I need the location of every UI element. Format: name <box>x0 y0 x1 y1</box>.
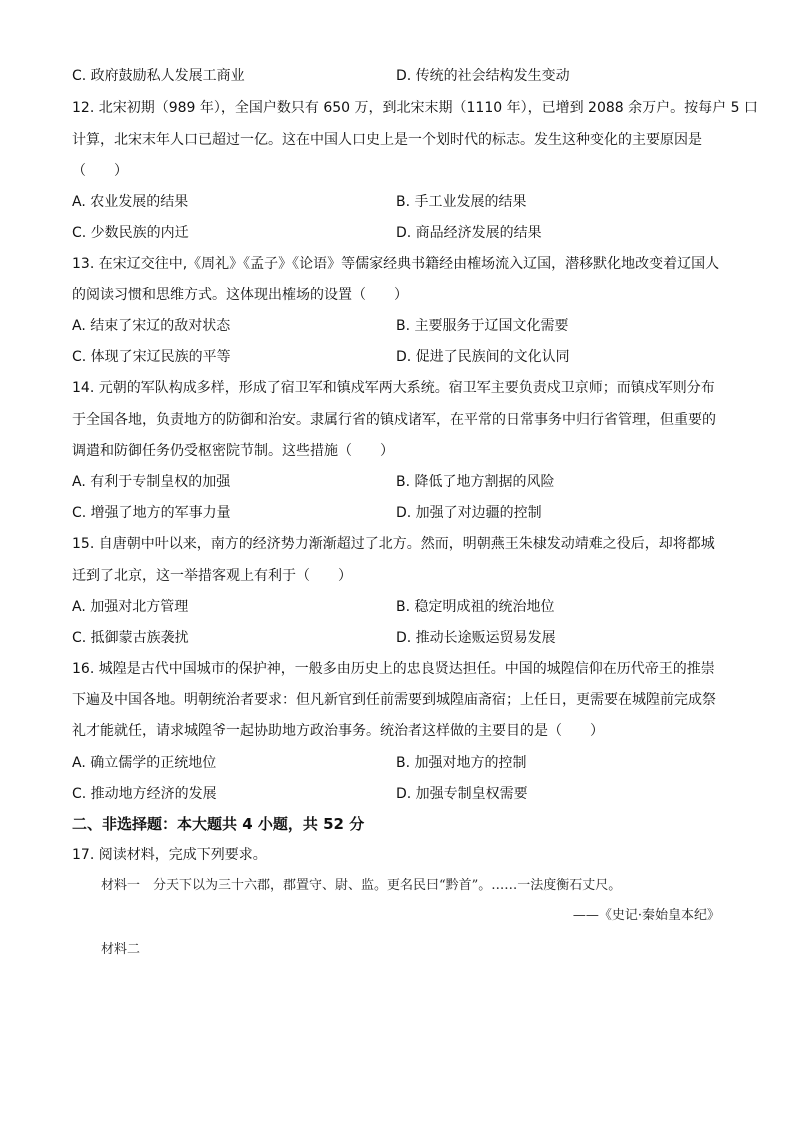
q12-option-d: D. 商品经济发展的结果 <box>396 225 542 241</box>
q14-stem-line2: 于全国各地，负责地方的防御和治安。隶属行省的镇戍诸军，在平常的日常事务中归行省管理，但重要的 <box>72 412 716 428</box>
q15-stem-line1: 15. 自唐朝中叶以来，南方的经济势力渐渐超过了北方。然而，明朝燕王朱棣发动靖难之役后，却将都城 <box>72 536 715 552</box>
q12-option-a: A. 农业发展的结果 <box>72 194 189 210</box>
q14-stem-line1: 14. 元朝的军队构成多样，形成了宿卫军和镇戍军两大系统。宿卫军主要负责戍卫京师；而镇戍军则分布 <box>72 380 715 396</box>
q17-material2-label: 材料二 <box>101 942 141 957</box>
q12-stem-line2: 计算，北宋末年人口已超过一亿。这在中国人口史上是一个划时代的标志。发生这种变化的主要原因是 <box>72 132 702 148</box>
q16-option-a: A. 确立儒学的正统地位 <box>72 755 217 771</box>
q15-stem-line2: 迁到了北京，这一举措客观上有利于（ ） <box>72 568 352 584</box>
q14-option-d: D. 加强了对边疆的控制 <box>396 505 542 521</box>
q12-option-c: C. 少数民族的内迁 <box>72 225 189 241</box>
q12-stem-line1: 12. 北宋初期（989 年），全国户数只有 650 万，到北宋末期（1110 年），已增到 2088 余万户。按每户 5 口 <box>72 100 758 116</box>
q14-stem-line3: 调遣和防御任务仍受枢密院节制。这些措施（ ） <box>72 443 394 459</box>
q11-option-d: D. 传统的社会结构发生变动 <box>396 68 570 84</box>
q13-stem-line1: 13. 在宋辽交往中,《周礼》《孟子》《论语》等儒家经典书籍经由榷场流入辽国，潜移默化地改变着辽国人 <box>72 256 720 272</box>
q14-option-a: A. 有利于专制皇权的加强 <box>72 474 231 490</box>
q13-option-b: B. 主要服务于辽国文化需要 <box>396 318 569 334</box>
q16-option-b: B. 加强对地方的控制 <box>396 755 527 771</box>
q16-option-d: D. 加强专制皇权需要 <box>396 786 528 802</box>
q15-option-c: C. 抵御蒙古族袭扰 <box>72 630 189 646</box>
q16-stem-line3: 礼才能就任，请求城隍爷一起协助地方政治事务。统治者这样做的主要目的是（ ） <box>72 723 604 739</box>
q12-stem-line3: （ ） <box>72 163 128 179</box>
q17-material1: 材料一 分天下以为三十六郡，郡置守、尉、监。更名民曰“黔首”。……一法度衡石丈尺。 <box>101 878 622 893</box>
section-heading: 二、非选择题：本大题共 4 小题，共 52 分 <box>72 815 365 833</box>
q14-option-c: C. 增强了地方的军事力量 <box>72 505 231 521</box>
q15-option-a: A. 加强对北方管理 <box>72 599 189 615</box>
q12-option-b: B. 手工业发展的结果 <box>396 194 527 210</box>
q13-stem-line2: 的阅读习惯和思维方式。这体现出榷场的设置（ ） <box>72 287 408 303</box>
q13-option-d: D. 促进了民族间的文化认同 <box>396 349 570 365</box>
q13-option-c: C. 体现了宋辽民族的平等 <box>72 349 231 365</box>
q14-option-b: B. 降低了地方割据的风险 <box>396 474 555 490</box>
q13-option-a: A. 结束了宋辽的敌对状态 <box>72 318 231 334</box>
q17-material1-source: ——《史记·秦始皇本纪》 <box>572 908 720 923</box>
q11-option-c: C. 政府鼓励私人发展工商业 <box>72 68 245 84</box>
q16-option-c: C. 推动地方经济的发展 <box>72 786 217 802</box>
q15-option-b: B. 稳定明成祖的统治地位 <box>396 599 555 615</box>
q15-option-d: D. 推动长途贩运贸易发展 <box>396 630 556 646</box>
q16-stem-line2: 下遍及中国各地。明朝统治者要求：但凡新官到任前需要到城隍庙斋宿；上任日，更需要在城隍前完成祭 <box>72 692 716 708</box>
q17-intro: 17. 阅读材料，完成下列要求。 <box>72 847 267 863</box>
q16-stem-line1: 16. 城隍是古代中国城市的保护神，一般多由历史上的忠良贤达担任。中国的城隍信仰在历代帝王的推崇 <box>72 661 715 677</box>
